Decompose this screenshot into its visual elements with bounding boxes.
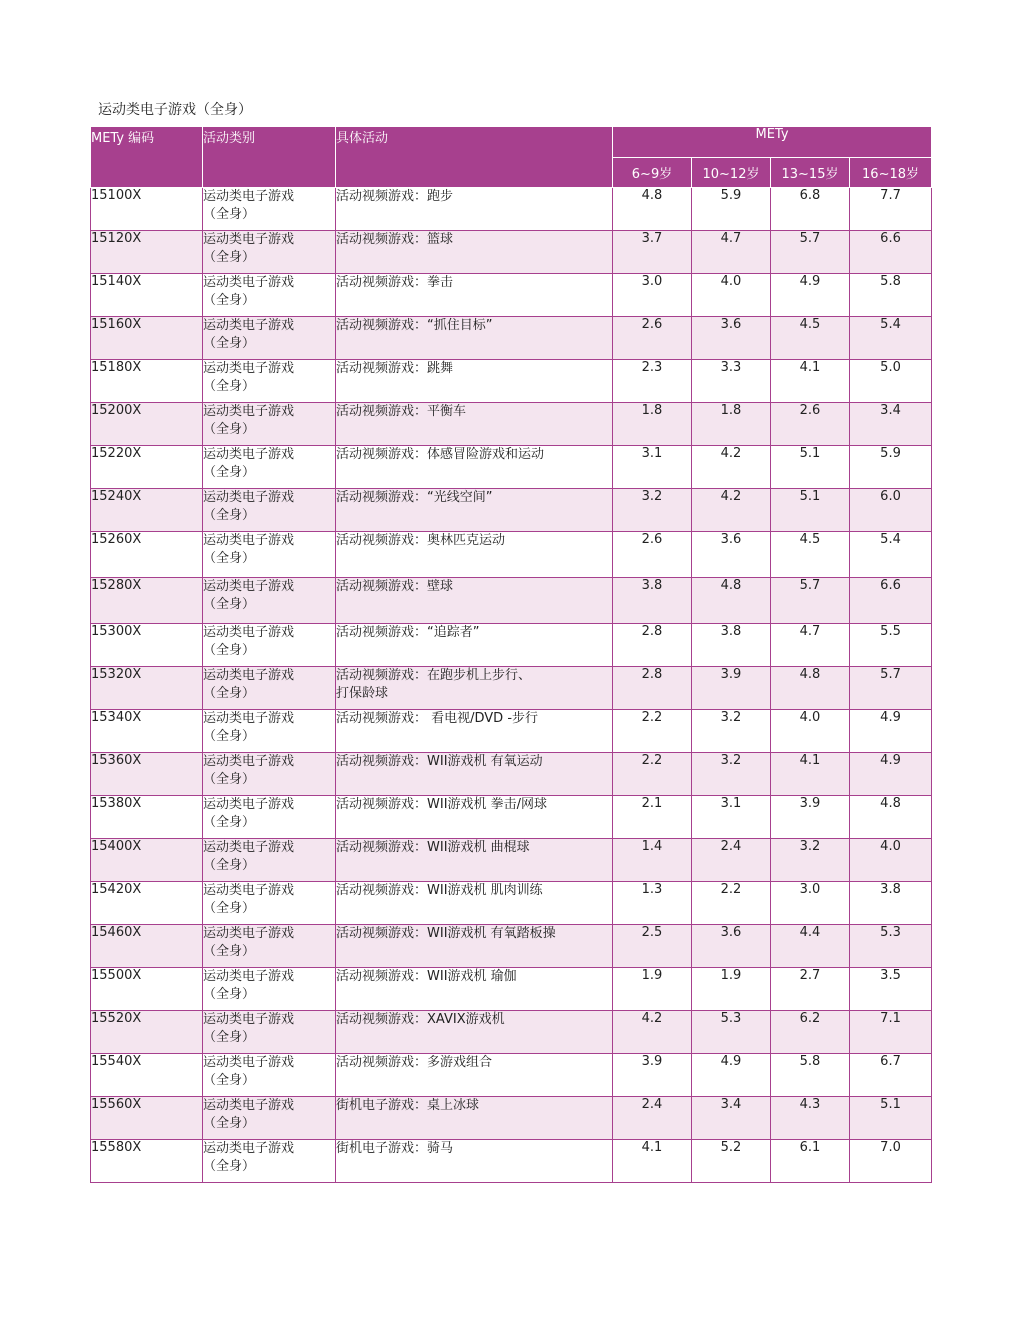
- cell-activity: [336, 231, 613, 274]
- cell-mety-16-18: 7.7: [850, 188, 932, 231]
- category-line-1: 运动类电子游戏: [203, 969, 295, 984]
- category-line-2: （全身）: [203, 815, 256, 830]
- cell-mety-13-15: 4.9: [771, 274, 850, 317]
- table-row: [91, 1140, 932, 1183]
- header-code: METy 编码: [91, 127, 203, 188]
- table-row: [91, 796, 932, 839]
- cell-mety-10-12: 3.2: [692, 753, 771, 796]
- cell-code: 15540X: [91, 1054, 203, 1097]
- category-line-1: 运动类电子游戏: [203, 318, 295, 333]
- cell-category: [203, 796, 336, 839]
- category-line-2: （全身）: [203, 901, 256, 916]
- activity-line-1: 街机电子游戏：桌上冰球: [336, 1098, 480, 1113]
- activity-line-1: 活动视频游戏：“追踪者”: [336, 625, 480, 640]
- cell-mety-6-9: 2.1: [613, 796, 692, 839]
- cell-mety-10-12: 3.4: [692, 1097, 771, 1140]
- category-line-1: 运动类电子游戏: [203, 275, 295, 290]
- header-age-13-15: 13~15岁: [771, 158, 850, 188]
- category-line-2: （全身）: [203, 336, 256, 351]
- category-line-1: 运动类电子游戏: [203, 579, 295, 594]
- cell-code: 15200X: [91, 403, 203, 446]
- category-line-1: 运动类电子游戏: [203, 668, 295, 683]
- cell-mety-16-18: 4.9: [850, 710, 932, 753]
- table-row: [91, 231, 932, 274]
- cell-mety-6-9: 2.6: [613, 532, 692, 578]
- cell-mety-10-12: 4.0: [692, 274, 771, 317]
- cell-activity: [336, 360, 613, 403]
- category-line-1: 运动类电子游戏: [203, 1012, 295, 1027]
- category-line-1: 运动类电子游戏: [203, 754, 295, 769]
- activity-line-1: 活动视频游戏：体感冒险游戏和运动: [336, 447, 545, 462]
- header-category: 活动类别: [203, 127, 336, 188]
- table-row: [91, 710, 932, 753]
- cell-category: [203, 839, 336, 882]
- cell-category: [203, 446, 336, 489]
- activity-line-1: 活动视频游戏：跑步: [336, 189, 454, 204]
- cell-category: [203, 925, 336, 968]
- category-line-2: （全身）: [203, 379, 256, 394]
- activity-line-1: 活动视频游戏：WII游戏机 有氧踏板操: [336, 926, 556, 941]
- table-row: [91, 1097, 932, 1140]
- table-row: [91, 532, 932, 578]
- cell-code: 15380X: [91, 796, 203, 839]
- category-line-2: （全身）: [203, 686, 256, 701]
- activity-line-1: 活动视频游戏：跳舞: [336, 361, 454, 376]
- cell-code: 15360X: [91, 753, 203, 796]
- cell-category: [203, 317, 336, 360]
- category-line-1: 运动类电子游戏: [203, 1141, 295, 1156]
- category-line-2: （全身）: [203, 1116, 256, 1131]
- cell-mety-16-18: 3.5: [850, 968, 932, 1011]
- cell-mety-16-18: 5.5: [850, 624, 932, 667]
- cell-category: [203, 753, 336, 796]
- cell-mety-10-12: 1.9: [692, 968, 771, 1011]
- table-row: [91, 1011, 932, 1054]
- category-line-2: （全身）: [203, 643, 256, 658]
- category-line-2: （全身）: [203, 1030, 256, 1045]
- cell-activity: [336, 667, 613, 710]
- activity-line-1: 活动视频游戏：篮球: [336, 232, 454, 247]
- cell-mety-13-15: 4.5: [771, 532, 850, 578]
- cell-mety-16-18: 5.1: [850, 1097, 932, 1140]
- cell-code: 15400X: [91, 839, 203, 882]
- activity-line-1: 活动视频游戏：多游戏组合: [336, 1055, 493, 1070]
- category-line-1: 运动类电子游戏: [203, 490, 295, 505]
- cell-mety-6-9: 2.8: [613, 624, 692, 667]
- cell-code: 15240X: [91, 489, 203, 532]
- cell-mety-16-18: 4.0: [850, 839, 932, 882]
- category-line-2: （全身）: [203, 207, 256, 222]
- cell-mety-6-9: 3.7: [613, 231, 692, 274]
- cell-mety-10-12: 3.6: [692, 317, 771, 360]
- category-line-1: 运动类电子游戏: [203, 189, 295, 204]
- cell-category: [203, 1054, 336, 1097]
- category-line-2: （全身）: [203, 729, 256, 744]
- cell-code: 15520X: [91, 1011, 203, 1054]
- cell-code: 15460X: [91, 925, 203, 968]
- cell-mety-10-12: 2.4: [692, 839, 771, 882]
- cell-activity: [336, 624, 613, 667]
- cell-activity: [336, 753, 613, 796]
- cell-mety-6-9: 1.8: [613, 403, 692, 446]
- cell-mety-6-9: 2.2: [613, 710, 692, 753]
- cell-mety-6-9: 2.5: [613, 925, 692, 968]
- cell-category: [203, 968, 336, 1011]
- activity-line-1: 活动视频游戏： 看电视/DVD -步行: [336, 711, 539, 726]
- cell-code: 15280X: [91, 578, 203, 624]
- category-line-2: （全身）: [203, 293, 256, 308]
- cell-mety-13-15: 4.1: [771, 360, 850, 403]
- cell-mety-16-18: 7.1: [850, 1011, 932, 1054]
- cell-mety-13-15: 6.2: [771, 1011, 850, 1054]
- cell-activity: [336, 489, 613, 532]
- cell-mety-10-12: 5.9: [692, 188, 771, 231]
- cell-code: 15560X: [91, 1097, 203, 1140]
- cell-mety-6-9: 2.3: [613, 360, 692, 403]
- category-line-2: （全身）: [203, 858, 256, 873]
- category-line-2: （全身）: [203, 772, 256, 787]
- cell-mety-10-12: 4.7: [692, 231, 771, 274]
- cell-category: [203, 274, 336, 317]
- cell-code: 15500X: [91, 968, 203, 1011]
- cell-activity: [336, 1011, 613, 1054]
- cell-mety-13-15: 2.6: [771, 403, 850, 446]
- cell-mety-13-15: 5.7: [771, 578, 850, 624]
- cell-mety-10-12: 3.3: [692, 360, 771, 403]
- cell-code: 15120X: [91, 231, 203, 274]
- cell-mety-6-9: 4.2: [613, 1011, 692, 1054]
- activity-line-1: 活动视频游戏：WII游戏机 曲棍球: [336, 840, 530, 855]
- cell-code: 15580X: [91, 1140, 203, 1183]
- cell-mety-16-18: 4.8: [850, 796, 932, 839]
- cell-mety-13-15: 4.8: [771, 667, 850, 710]
- cell-mety-6-9: 3.2: [613, 489, 692, 532]
- cell-code: 15160X: [91, 317, 203, 360]
- cell-category: [203, 882, 336, 925]
- cell-code: 15300X: [91, 624, 203, 667]
- table-row: [91, 839, 932, 882]
- cell-mety-16-18: 5.4: [850, 532, 932, 578]
- category-line-1: 运动类电子游戏: [203, 926, 295, 941]
- cell-mety-10-12: 4.2: [692, 489, 771, 532]
- cell-mety-13-15: 4.1: [771, 753, 850, 796]
- cell-activity: [336, 796, 613, 839]
- category-line-1: 运动类电子游戏: [203, 883, 295, 898]
- activity-line-1: 活动视频游戏：奥林匹克运动: [336, 533, 506, 548]
- cell-mety-16-18: 5.0: [850, 360, 932, 403]
- page-title: 运动类电子游戏（全身）: [98, 102, 252, 118]
- cell-category: [203, 1011, 336, 1054]
- table-row: [91, 360, 932, 403]
- activity-line-1: 活动视频游戏：XAVIX游戏机: [336, 1012, 505, 1027]
- table-row: [91, 1054, 932, 1097]
- cell-mety-13-15: 3.9: [771, 796, 850, 839]
- cell-mety-10-12: 1.8: [692, 403, 771, 446]
- cell-mety-6-9: 2.6: [613, 317, 692, 360]
- cell-mety-10-12: 3.6: [692, 925, 771, 968]
- cell-mety-13-15: 5.1: [771, 446, 850, 489]
- activity-line-1: 活动视频游戏：在跑步机上步行、: [336, 668, 532, 683]
- cell-mety-6-9: 4.8: [613, 188, 692, 231]
- category-line-1: 运动类电子游戏: [203, 1098, 295, 1113]
- cell-mety-6-9: 4.1: [613, 1140, 692, 1183]
- cell-code: 15420X: [91, 882, 203, 925]
- activity-line-1: 活动视频游戏：“抓住目标”: [336, 318, 493, 333]
- cell-mety-13-15: 5.8: [771, 1054, 850, 1097]
- category-line-2: （全身）: [203, 508, 256, 523]
- cell-mety-6-9: 3.1: [613, 446, 692, 489]
- cell-mety-16-18: 6.6: [850, 231, 932, 274]
- category-line-2: （全身）: [203, 1159, 256, 1174]
- cell-mety-13-15: 4.7: [771, 624, 850, 667]
- table-row: [91, 578, 932, 624]
- cell-mety-13-15: 5.7: [771, 231, 850, 274]
- cell-mety-13-15: 4.5: [771, 317, 850, 360]
- activity-line-1: 活动视频游戏：WII游戏机 肌肉训练: [336, 883, 543, 898]
- cell-mety-13-15: 4.0: [771, 710, 850, 753]
- cell-mety-10-12: 3.2: [692, 710, 771, 753]
- category-line-1: 运动类电子游戏: [203, 447, 295, 462]
- header-age-16-18: 16~18岁: [850, 158, 932, 188]
- table-row: [91, 274, 932, 317]
- mety-table: [90, 126, 932, 1183]
- cell-mety-10-12: 2.2: [692, 882, 771, 925]
- cell-mety-6-9: 1.3: [613, 882, 692, 925]
- cell-mety-13-15: 2.7: [771, 968, 850, 1011]
- category-line-2: （全身）: [203, 250, 256, 265]
- cell-category: [203, 624, 336, 667]
- cell-code: 15260X: [91, 532, 203, 578]
- cell-mety-10-12: 4.8: [692, 578, 771, 624]
- header-activity: 具体活动: [336, 127, 613, 188]
- cell-category: [203, 710, 336, 753]
- category-line-2: （全身）: [203, 987, 256, 1002]
- activity-line-1: 活动视频游戏：WII游戏机 拳击/网球: [336, 797, 548, 812]
- category-line-2: （全身）: [203, 1073, 256, 1088]
- category-line-1: 运动类电子游戏: [203, 404, 295, 419]
- cell-activity: [336, 1097, 613, 1140]
- category-line-1: 运动类电子游戏: [203, 711, 295, 726]
- cell-mety-10-12: 3.8: [692, 624, 771, 667]
- table-row: [91, 925, 932, 968]
- category-line-2: （全身）: [203, 551, 256, 566]
- table-row: [91, 188, 932, 231]
- cell-activity: [336, 710, 613, 753]
- table-row: [91, 882, 932, 925]
- cell-mety-16-18: 6.7: [850, 1054, 932, 1097]
- cell-mety-10-12: 4.9: [692, 1054, 771, 1097]
- cell-activity: [336, 839, 613, 882]
- category-line-2: （全身）: [203, 465, 256, 480]
- cell-activity: [336, 317, 613, 360]
- cell-mety-16-18: 6.0: [850, 489, 932, 532]
- table-body: [91, 188, 932, 1183]
- cell-mety-13-15: 4.3: [771, 1097, 850, 1140]
- cell-category: [203, 1140, 336, 1183]
- cell-category: [203, 360, 336, 403]
- table-row: [91, 968, 932, 1011]
- cell-mety-16-18: 4.9: [850, 753, 932, 796]
- cell-category: [203, 1097, 336, 1140]
- cell-mety-10-12: 5.3: [692, 1011, 771, 1054]
- cell-mety-10-12: 3.6: [692, 532, 771, 578]
- cell-activity: [336, 1054, 613, 1097]
- cell-activity: [336, 1140, 613, 1183]
- cell-category: [203, 532, 336, 578]
- cell-activity: [336, 968, 613, 1011]
- cell-mety-13-15: 6.1: [771, 1140, 850, 1183]
- table-row: [91, 753, 932, 796]
- category-line-2: （全身）: [203, 422, 256, 437]
- cell-activity: [336, 532, 613, 578]
- cell-mety-16-18: 5.4: [850, 317, 932, 360]
- cell-mety-16-18: 3.4: [850, 403, 932, 446]
- category-line-1: 运动类电子游戏: [203, 625, 295, 640]
- cell-mety-10-12: 3.1: [692, 796, 771, 839]
- activity-line-1: 活动视频游戏：平衡车: [336, 404, 467, 419]
- cell-mety-6-9: 3.8: [613, 578, 692, 624]
- header-age-10-12: 10~12岁: [692, 158, 771, 188]
- cell-code: 15220X: [91, 446, 203, 489]
- cell-code: 15100X: [91, 188, 203, 231]
- category-line-2: （全身）: [203, 597, 256, 612]
- cell-mety-13-15: 4.4: [771, 925, 850, 968]
- table-row: [91, 446, 932, 489]
- table-row: [91, 624, 932, 667]
- cell-category: [203, 403, 336, 446]
- cell-code: 15320X: [91, 667, 203, 710]
- cell-mety-10-12: 5.2: [692, 1140, 771, 1183]
- cell-mety-6-9: 2.4: [613, 1097, 692, 1140]
- table-row: [91, 667, 932, 710]
- cell-mety-13-15: 5.1: [771, 489, 850, 532]
- cell-mety-13-15: 6.8: [771, 188, 850, 231]
- category-line-1: 运动类电子游戏: [203, 1055, 295, 1070]
- cell-code: 15340X: [91, 710, 203, 753]
- activity-line-1: 活动视频游戏：拳击: [336, 275, 454, 290]
- cell-code: 15180X: [91, 360, 203, 403]
- table-row: [91, 403, 932, 446]
- category-line-1: 运动类电子游戏: [203, 840, 295, 855]
- cell-activity: [336, 578, 613, 624]
- header-mety: METy: [613, 127, 932, 158]
- cell-mety-16-18: 3.8: [850, 882, 932, 925]
- category-line-1: 运动类电子游戏: [203, 533, 295, 548]
- activity-line-2: 打保龄球: [336, 686, 389, 701]
- cell-mety-16-18: 6.6: [850, 578, 932, 624]
- cell-category: [203, 667, 336, 710]
- cell-activity: [336, 188, 613, 231]
- cell-activity: [336, 882, 613, 925]
- cell-activity: [336, 274, 613, 317]
- category-line-2: （全身）: [203, 944, 256, 959]
- cell-mety-10-12: 4.2: [692, 446, 771, 489]
- category-line-1: 运动类电子游戏: [203, 361, 295, 376]
- cell-mety-16-18: 5.9: [850, 446, 932, 489]
- cell-mety-10-12: 3.9: [692, 667, 771, 710]
- category-line-1: 运动类电子游戏: [203, 232, 295, 247]
- cell-activity: [336, 925, 613, 968]
- cell-category: [203, 188, 336, 231]
- activity-line-1: 活动视频游戏：WII游戏机 有氧运动: [336, 754, 543, 769]
- cell-mety-6-9: 3.0: [613, 274, 692, 317]
- activity-line-1: 街机电子游戏：骑马: [336, 1141, 454, 1156]
- activity-line-1: 活动视频游戏：WII游戏机 瑜伽: [336, 969, 517, 984]
- cell-mety-6-9: 3.9: [613, 1054, 692, 1097]
- cell-mety-6-9: 1.4: [613, 839, 692, 882]
- cell-activity: [336, 403, 613, 446]
- cell-mety-16-18: 5.8: [850, 274, 932, 317]
- table-row: [91, 317, 932, 360]
- table-row: [91, 489, 932, 532]
- cell-mety-6-9: 2.8: [613, 667, 692, 710]
- cell-mety-13-15: 3.0: [771, 882, 850, 925]
- cell-mety-16-18: 7.0: [850, 1140, 932, 1183]
- cell-mety-6-9: 1.9: [613, 968, 692, 1011]
- cell-code: 15140X: [91, 274, 203, 317]
- cell-category: [203, 231, 336, 274]
- cell-activity: [336, 446, 613, 489]
- cell-category: [203, 578, 336, 624]
- cell-mety-13-15: 3.2: [771, 839, 850, 882]
- cell-mety-6-9: 2.2: [613, 753, 692, 796]
- activity-line-1: 活动视频游戏：“光线空间”: [336, 490, 493, 505]
- header-age-6-9: 6~9岁: [613, 158, 692, 188]
- cell-category: [203, 489, 336, 532]
- category-line-1: 运动类电子游戏: [203, 797, 295, 812]
- cell-mety-16-18: 5.7: [850, 667, 932, 710]
- cell-mety-16-18: 5.3: [850, 925, 932, 968]
- activity-line-1: 活动视频游戏：壁球: [336, 579, 454, 594]
